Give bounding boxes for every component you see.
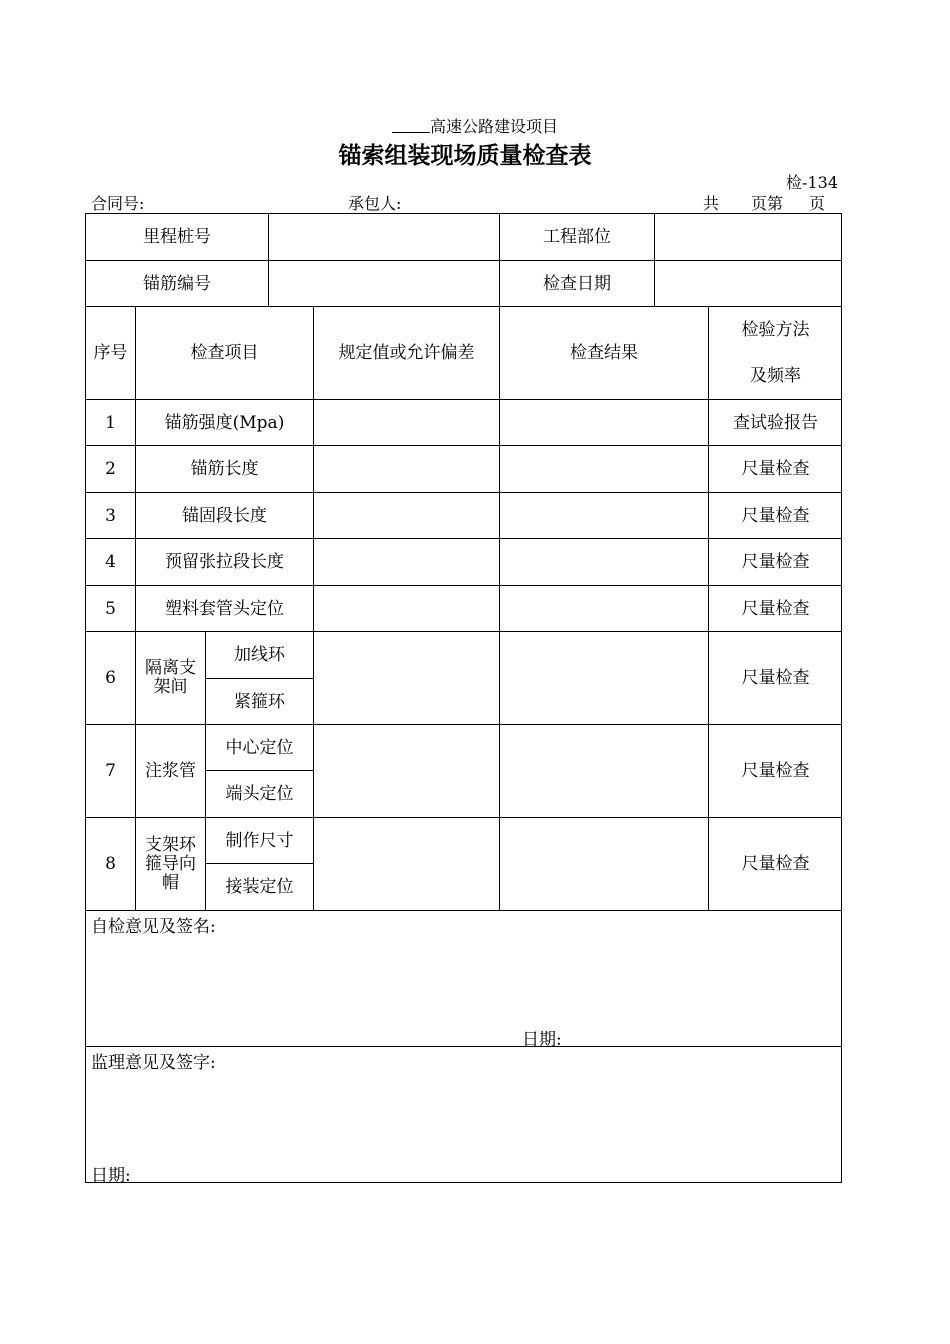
row-8-spec[interactable] <box>313 817 499 910</box>
row-4-method: 尺量检查 <box>708 538 842 585</box>
row-8-method: 尺量检查 <box>708 817 842 910</box>
row-8-group-line3: 帽 <box>162 872 179 893</box>
date-value[interactable] <box>654 260 842 306</box>
row-8-no: 8 <box>85 817 135 910</box>
supervisor-label: 监理意见及签字: <box>91 1053 216 1073</box>
col-method <box>708 306 842 399</box>
row-7-sub-b: 端头定位 <box>205 770 313 817</box>
row-5-result[interactable] <box>499 585 708 631</box>
part-label: 工程部位 <box>499 213 654 260</box>
row-3-no: 3 <box>85 492 135 538</box>
row-8-sub-a: 制作尺寸 <box>205 817 313 863</box>
row-2-no: 2 <box>85 445 135 492</box>
row-1-spec[interactable] <box>313 399 499 445</box>
row-6-no: 6 <box>85 631 135 724</box>
row-4-no: 4 <box>85 538 135 585</box>
anchor-no-label: 锚筋编号 <box>85 260 268 306</box>
row-5-method: 尺量检查 <box>708 585 842 631</box>
row-2-spec[interactable] <box>313 445 499 492</box>
mileage-value[interactable] <box>268 213 499 260</box>
row-7-no: 7 <box>85 724 135 817</box>
row-6-method: 尺量检查 <box>708 631 842 724</box>
contract-label: 合同号: <box>91 194 145 213</box>
row-2-item: 锚筋长度 <box>135 445 313 492</box>
row-3-method: 尺量检查 <box>708 492 842 538</box>
row-7-sub-a: 中心定位 <box>205 724 313 770</box>
page-end-label: 页 <box>809 194 826 213</box>
row-3-spec[interactable] <box>313 492 499 538</box>
row-7-group: 注浆管 <box>135 724 205 817</box>
row-6-sub-a: 加线环 <box>205 631 313 678</box>
row-4-item: 预留张拉段长度 <box>135 538 313 585</box>
project-subtitle <box>0 114 950 137</box>
row-7-spec[interactable] <box>313 724 499 817</box>
row-8-result[interactable] <box>499 817 708 910</box>
row-6-group-line1: 隔离支 <box>145 658 196 678</box>
date-label: 检查日期 <box>499 260 654 306</box>
mileage-label: 里程桩号 <box>85 213 268 260</box>
project-name-blank <box>392 117 430 133</box>
row-8-group-line2: 箍导向 <box>145 853 196 874</box>
row-6-group-line2: 架间 <box>153 677 188 697</box>
row-5-spec[interactable] <box>313 585 499 631</box>
row-8-group <box>135 817 205 910</box>
row-3-result[interactable] <box>499 492 708 538</box>
row-8-group-line1: 支架环 <box>145 834 196 855</box>
row-2-method: 尺量检查 <box>708 445 842 492</box>
row-5-no: 5 <box>85 585 135 631</box>
self-check-label: 自检意见及签名: <box>91 917 216 937</box>
page-mid-label: 页第 <box>751 194 784 213</box>
page-total-label: 共 <box>703 194 720 213</box>
contractor-label: 承包人: <box>348 194 402 213</box>
row-6-group <box>135 631 205 724</box>
row-6-result[interactable] <box>499 631 708 724</box>
row-1-method: 查试验报告 <box>708 399 842 445</box>
part-value[interactable] <box>654 213 842 260</box>
col-spec: 规定值或允许偏差 <box>313 306 499 399</box>
page-title: 锚索组装现场质量检查表 <box>338 143 592 169</box>
row-1-item: 锚筋强度(Mpa) <box>135 399 313 445</box>
supervisor-date-label: 日期: <box>91 1166 131 1186</box>
col-method-line1: 检验方法 <box>741 320 810 340</box>
row-4-spec[interactable] <box>313 538 499 585</box>
row-7-method: 尺量检查 <box>708 724 842 817</box>
row-1-no: 1 <box>85 399 135 445</box>
col-item: 检查项目 <box>135 306 313 399</box>
col-result: 检查结果 <box>499 306 708 399</box>
row-2-result[interactable] <box>499 445 708 492</box>
row-6-sub-b: 紧箍环 <box>205 678 313 724</box>
row-5-item: 塑料套管头定位 <box>135 585 313 631</box>
row-8-sub-b: 接装定位 <box>205 863 313 910</box>
anchor-no-value[interactable] <box>268 260 499 306</box>
col-method-line2: 及频率 <box>750 366 801 386</box>
form-number: 检-134 <box>786 173 838 192</box>
col-seq: 序号 <box>85 306 135 399</box>
row-1-result[interactable] <box>499 399 708 445</box>
subtitle-text: 高速公路建设项目 <box>429 117 558 136</box>
row-6-spec[interactable] <box>313 631 499 724</box>
row-3-item: 锚固段长度 <box>135 492 313 538</box>
self-check-date-label: 日期: <box>522 1030 562 1050</box>
row-4-result[interactable] <box>499 538 708 585</box>
row-7-result[interactable] <box>499 724 708 817</box>
